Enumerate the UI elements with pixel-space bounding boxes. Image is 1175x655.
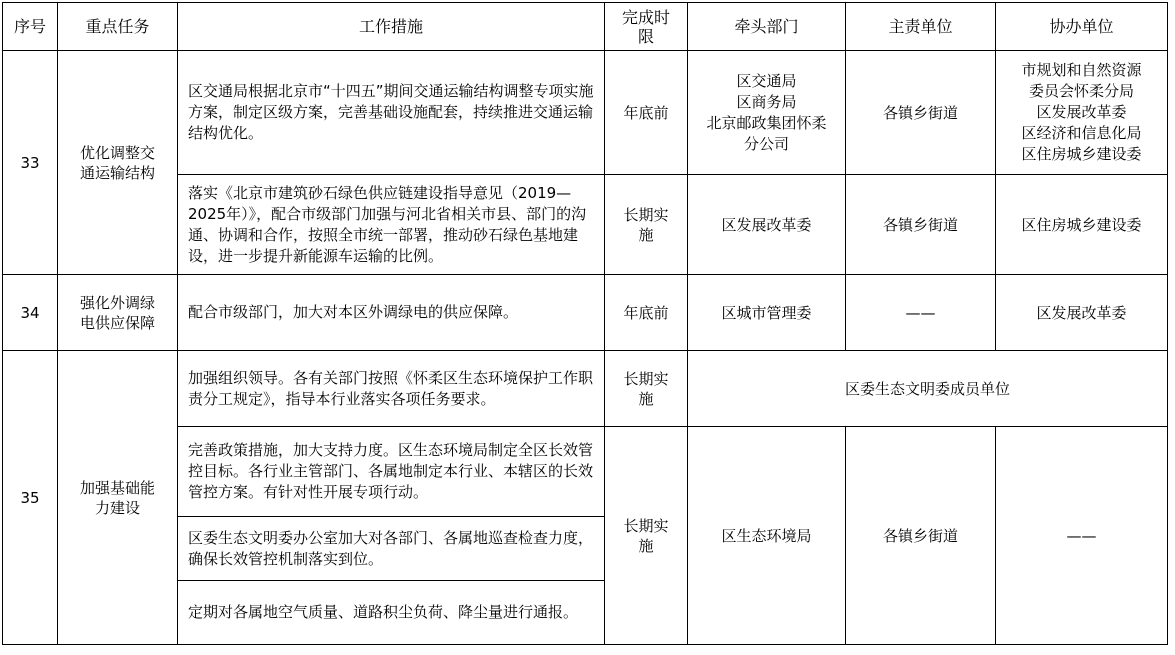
cell-merged-units-35a: 区委生态文明委成员单位 bbox=[688, 351, 1168, 427]
cell-lead-35-group: 区生态环境局 bbox=[688, 427, 846, 645]
cell-deadline-35-group: 长期实施 bbox=[605, 427, 688, 645]
header-measure: 工作措施 bbox=[178, 3, 605, 51]
cell-seq-34: 34 bbox=[3, 275, 58, 351]
header-deadline: 完成时限 bbox=[605, 3, 688, 51]
cell-assist-34: 区发展改革委 bbox=[996, 275, 1168, 351]
table-row-34 bbox=[3, 275, 1168, 351]
cell-seq-35: 35 bbox=[3, 351, 58, 645]
cell-deadline-35a: 长期实施 bbox=[605, 351, 688, 427]
cell-deadline-33a: 年底前 bbox=[605, 51, 688, 175]
cell-task-33: 优化调整交通运输结构 bbox=[58, 51, 178, 275]
header-task: 重点任务 bbox=[58, 3, 178, 51]
cell-responsible-33b: 各镇乡街道 bbox=[846, 175, 996, 275]
cell-responsible-34: —— bbox=[846, 275, 996, 351]
task-table bbox=[2, 2, 1168, 645]
header-responsible: 主责单位 bbox=[846, 3, 996, 51]
cell-measure-35b: 完善政策措施，加大支持力度。区生态环境局制定全区长效管控目标。各行业主管部门、各属地制定本行业、本辖区的长效管控方案。有针对性开展专项行动。 bbox=[178, 427, 605, 517]
cell-responsible-33a: 各镇乡街道 bbox=[846, 51, 996, 175]
cell-responsible-35-group: 各镇乡街道 bbox=[846, 427, 996, 645]
cell-lead-33b: 区发展改革委 bbox=[688, 175, 846, 275]
table-row-35a bbox=[3, 351, 1168, 427]
cell-measure-33a: 区交通局根据北京市“十四五”期间交通运输结构调整专项实施方案，制定区级方案，完善基础设施配套，持续推进交通运输结构优化。 bbox=[178, 51, 605, 175]
cell-assist-35-group: —— bbox=[996, 427, 1168, 645]
cell-task-34: 强化外调绿电供应保障 bbox=[58, 275, 178, 351]
table-row-33a bbox=[3, 51, 1168, 175]
header-lead: 牵头部门 bbox=[688, 3, 846, 51]
cell-measure-35d: 定期对各属地空气质量、道路积尘负荷、降尘量进行通报。 bbox=[178, 581, 605, 645]
cell-measure-34: 配合市级部门，加大对本区外调绿电的供应保障。 bbox=[178, 275, 605, 351]
cell-task-35: 加强基础能力建设 bbox=[58, 351, 178, 645]
header-assist: 协办单位 bbox=[996, 3, 1168, 51]
cell-measure-35c: 区委生态文明委办公室加大对各部门、各属地巡查检查力度，确保长效管控机制落实到位。 bbox=[178, 517, 605, 581]
cell-lead-33a: 区交通局 区商务局 北京邮政集团怀柔 分公司 bbox=[688, 51, 846, 175]
cell-assist-33a: 市规划和自然资源 委员会怀柔分局 区发展改革委 区经济和信息化局 区住房城乡建设委 bbox=[996, 51, 1168, 175]
header-row bbox=[3, 3, 1168, 51]
header-seq: 序号 bbox=[3, 3, 58, 51]
cell-assist-33b: 区住房城乡建设委 bbox=[996, 175, 1168, 275]
cell-measure-35a: 加强组织领导。各有关部门按照《怀柔区生态环境保护工作职责分工规定》，指导本行业落实各项任务要求。 bbox=[178, 351, 605, 427]
cell-deadline-34: 年底前 bbox=[605, 275, 688, 351]
cell-deadline-33b: 长期实施 bbox=[605, 175, 688, 275]
cell-measure-33b: 落实《北京市建筑砂石绿色供应链建设指导意见（2019—2025年）》，配合市级部门加强与河北省相关市县、部门的沟通、协调和合作，按照全市统一部署，推动砂石绿色基地建设，进一步提升新能源车运输的比例。 bbox=[178, 175, 605, 275]
table-row-33b bbox=[3, 175, 1168, 275]
cell-seq-33: 33 bbox=[3, 51, 58, 275]
table-row-35b bbox=[3, 427, 1168, 517]
cell-lead-34: 区城市管理委 bbox=[688, 275, 846, 351]
